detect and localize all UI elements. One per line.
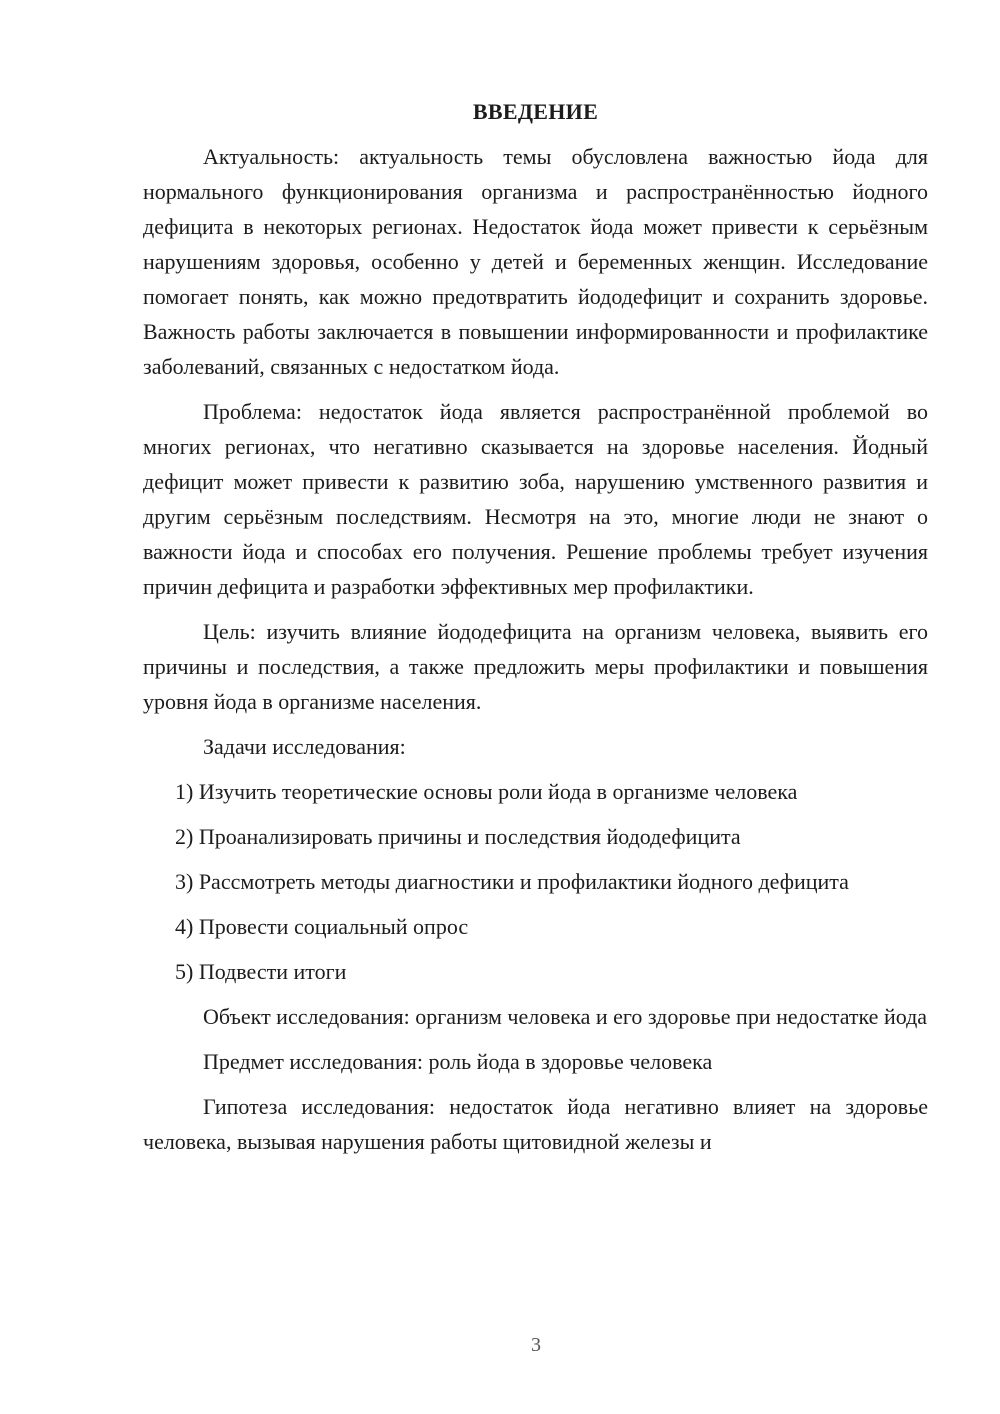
tasks-heading: Задачи исследования: <box>203 734 406 759</box>
relevance-paragraph: Актуальность: актуальность темы обусловлена важностью йода для нормального функционирования организма и распространённостью йодного дефицита в некоторых регионах. Недостаток йода может привести к серьёзным нарушениям здоровья, особенно у детей и беременных женщин. Исследование помогает понять, как можно предотвратить йододефицит и сохранить здоровье. Важность работы заключается в повышении информированности и профилактике заболеваний, связанных с недостатком йода. <box>143 144 928 379</box>
object-paragraph: Объект исследования: организм человека и его здоровье при недостатке йода <box>203 1004 928 1029</box>
subject-paragraph: Предмет исследования: роль йода в здоровье человека <box>203 1049 713 1074</box>
task-item-5: 5) Подвести итоги <box>175 959 347 984</box>
goal-paragraph: Цель: изучить влияние йододефицита на организм человека, выявить его причины и последствия, а также предложить меры профилактики и повышения уровня йода в организме населения. <box>143 619 928 714</box>
task-item-1: 1) Изучить теоретические основы роли йода в организме человека <box>175 779 798 804</box>
problem-paragraph: Проблема: недостаток йода является распространённой проблемой во многих регионах, что негативно сказывается на здоровье населения. Йодный дефицит может привести к развитию зоба, нарушению умственного развития и другим серьёзным последствиям. Несмотря на это, многие люди не знают о важности йода и способах его получения. Решение проблемы требует изучения причин дефицита и разработки эффективных мер профилактики. <box>143 399 928 599</box>
document-page <box>143 94 928 1159</box>
page-title: ВВЕДЕНИЕ <box>472 99 599 124</box>
task-item-4: 4) Провести социальный опрос <box>175 914 469 939</box>
task-item-2: 2) Проанализировать причины и последствия йододефицита <box>175 824 741 849</box>
task-item-3: 3) Рассмотреть методы диагностики и профилактики йодного дефицита <box>175 869 849 894</box>
page-number: 3 <box>531 1334 541 1356</box>
hypothesis-paragraph: Гипотеза исследования: недостаток йода негативно влияет на здоровье человека, вызывая нарушения работы щитовидной железы и <box>143 1094 928 1154</box>
